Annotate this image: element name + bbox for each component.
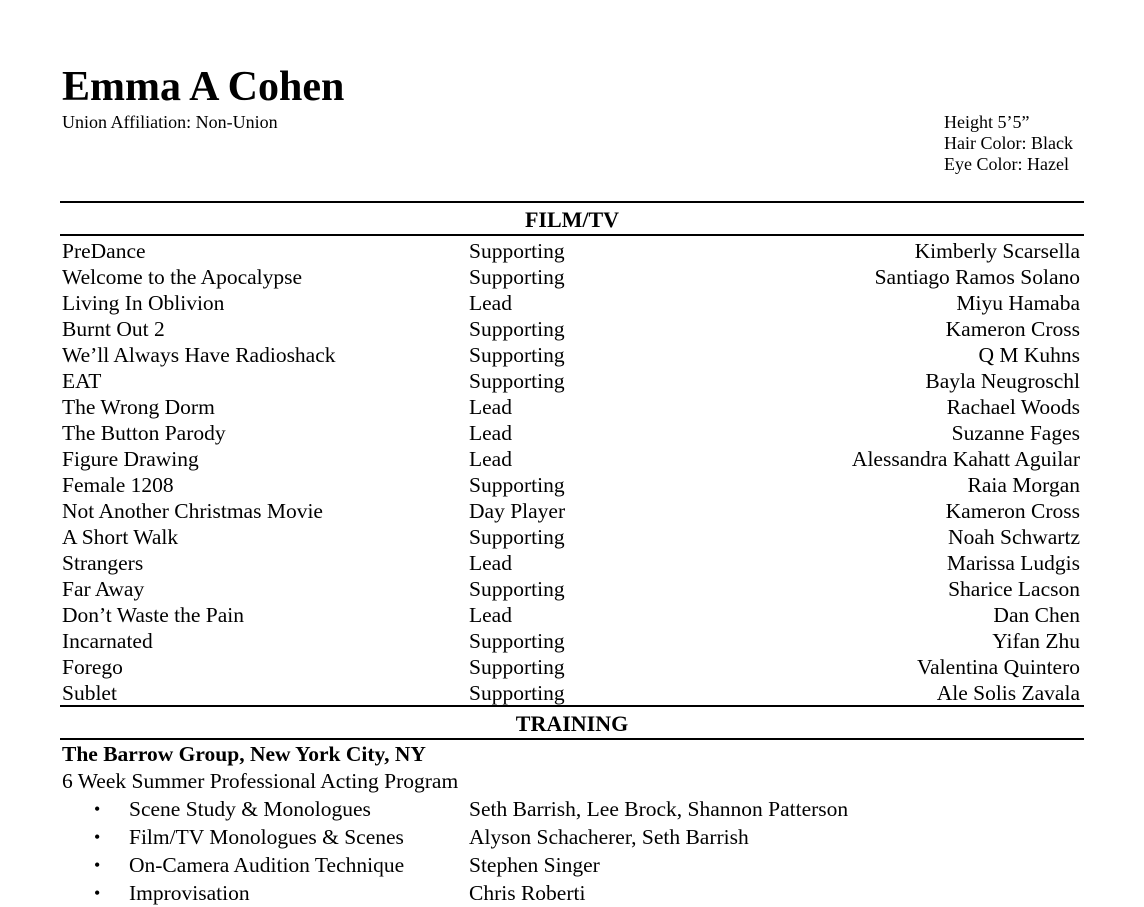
section-rule [60, 234, 1084, 236]
credit-role: Supporting [469, 577, 565, 601]
credit-director: Noah Schwartz [948, 525, 1080, 549]
credit-director: Bayla Neugroschl [925, 369, 1080, 393]
credit-title: Far Away [62, 577, 145, 601]
section-rule [60, 738, 1084, 740]
credit-role: Supporting [469, 655, 565, 679]
credit-row [62, 394, 1080, 420]
training-program: 6 Week Summer Professional Acting Program [62, 769, 459, 793]
credit-director: Sharice Lacson [948, 577, 1080, 601]
credit-director: Suzanne Fages [951, 421, 1080, 445]
training-class-row [62, 879, 1080, 907]
class-name: Scene Study & Monologues [129, 797, 371, 821]
credit-role: Supporting [469, 317, 565, 341]
credit-title: Forego [62, 655, 123, 679]
credit-row [62, 368, 1080, 394]
credit-role: Lead [469, 395, 512, 419]
hair-color-stat: Hair Color: Black [944, 133, 1073, 153]
credit-title: Welcome to the Apocalypse [62, 265, 303, 289]
film-tv-credits [62, 238, 1080, 706]
credit-role: Supporting [469, 629, 565, 653]
credit-title: Not Another Christmas Movie [62, 499, 323, 523]
credit-row [62, 264, 1080, 290]
class-name: Improvisation [129, 881, 250, 905]
credit-row [62, 576, 1080, 602]
training-class-row [62, 823, 1080, 851]
credit-director: Q M Kuhns [978, 343, 1080, 367]
credit-row [62, 602, 1080, 628]
credit-director: Rachael Woods [946, 395, 1080, 419]
credit-director: Santiago Ramos Solano [874, 265, 1080, 289]
class-teachers: Chris Roberti [469, 881, 586, 905]
training-classes [62, 795, 1080, 907]
credit-row [62, 342, 1080, 368]
eye-color-stat: Eye Color: Hazel [944, 154, 1069, 174]
credit-role: Lead [469, 551, 512, 575]
credit-title: Female 1208 [62, 473, 174, 497]
credit-role: Supporting [469, 343, 565, 367]
credit-title: Burnt Out 2 [62, 317, 165, 341]
credit-row [62, 680, 1080, 706]
credit-director: Kameron Cross [945, 499, 1080, 523]
credit-title: Figure Drawing [62, 447, 199, 471]
credit-role: Supporting [469, 525, 565, 549]
credit-role: Supporting [469, 265, 565, 289]
credit-director: Kimberly Scarsella [914, 239, 1080, 263]
credit-row [62, 290, 1080, 316]
class-teachers: Seth Barrish, Lee Brock, Shannon Patterson [469, 797, 849, 821]
credit-row [62, 420, 1080, 446]
credit-row [62, 628, 1080, 654]
physical-stats [944, 112, 1073, 175]
credit-director: Miyu Hamaba [956, 291, 1080, 315]
credit-row [62, 524, 1080, 550]
credit-role: Supporting [469, 473, 565, 497]
class-teachers: Alyson Schacherer, Seth Barrish [469, 825, 749, 849]
credit-director: Marissa Ludgis [946, 551, 1080, 575]
credit-role: Supporting [469, 681, 565, 705]
bullet-icon: • [94, 799, 101, 819]
section-rule-top [60, 705, 1084, 707]
credit-title: Don’t Waste the Pain [62, 603, 244, 627]
credit-title: A Short Walk [62, 525, 179, 549]
credit-row [62, 472, 1080, 498]
union-affiliation: Union Affiliation: Non-Union [62, 112, 278, 132]
credit-director: Kameron Cross [945, 317, 1080, 341]
credit-director: Alessandra Kahatt Aguilar [851, 447, 1080, 471]
credit-title: EAT [62, 369, 102, 393]
credit-title: Sublet [62, 681, 117, 705]
credit-row [62, 446, 1080, 472]
credit-row [62, 498, 1080, 524]
credit-director: Yifan Zhu [992, 629, 1080, 653]
credit-title: PreDance [62, 239, 146, 263]
class-name: Film/TV Monologues & Scenes [129, 825, 404, 849]
credit-director: Dan Chen [993, 603, 1080, 627]
credit-role: Lead [469, 291, 512, 315]
credit-title: We’ll Always Have Radioshack [62, 343, 336, 367]
training-class-row [62, 851, 1080, 879]
credit-row [62, 316, 1080, 342]
credit-director: Valentina Quintero [917, 655, 1080, 679]
credit-title: Living In Oblivion [62, 291, 225, 315]
credit-title: Incarnated [62, 629, 153, 653]
section-rule-top [60, 201, 1084, 203]
bullet-icon: • [94, 883, 101, 903]
credit-director: Raia Morgan [967, 473, 1080, 497]
credit-title: The Wrong Dorm [62, 395, 215, 419]
credit-role: Lead [469, 447, 512, 471]
credit-role: Supporting [469, 239, 565, 263]
credit-director: Ale Solis Zavala [936, 681, 1080, 705]
class-teachers: Stephen Singer [469, 853, 600, 877]
credit-role: Supporting [469, 369, 565, 393]
credit-row [62, 238, 1080, 264]
credit-title: Strangers [62, 551, 144, 575]
credit-row [62, 654, 1080, 680]
credit-role: Lead [469, 421, 512, 445]
training-heading: TRAINING [515, 711, 629, 736]
bullet-icon: • [94, 827, 101, 847]
height-stat: Height 5’5” [944, 112, 1030, 132]
bullet-icon: • [94, 855, 101, 875]
actor-name: Emma A Cohen [62, 64, 345, 110]
credit-row [62, 550, 1080, 576]
credit-role: Lead [469, 603, 512, 627]
class-name: On-Camera Audition Technique [129, 853, 405, 877]
training-class-row [62, 795, 1080, 823]
training-school: The Barrow Group, New York City, NY [62, 742, 426, 766]
credit-title: The Button Parody [62, 421, 226, 445]
credit-role: Day Player [469, 499, 566, 523]
film-tv-heading: FILM/TV [524, 207, 620, 232]
